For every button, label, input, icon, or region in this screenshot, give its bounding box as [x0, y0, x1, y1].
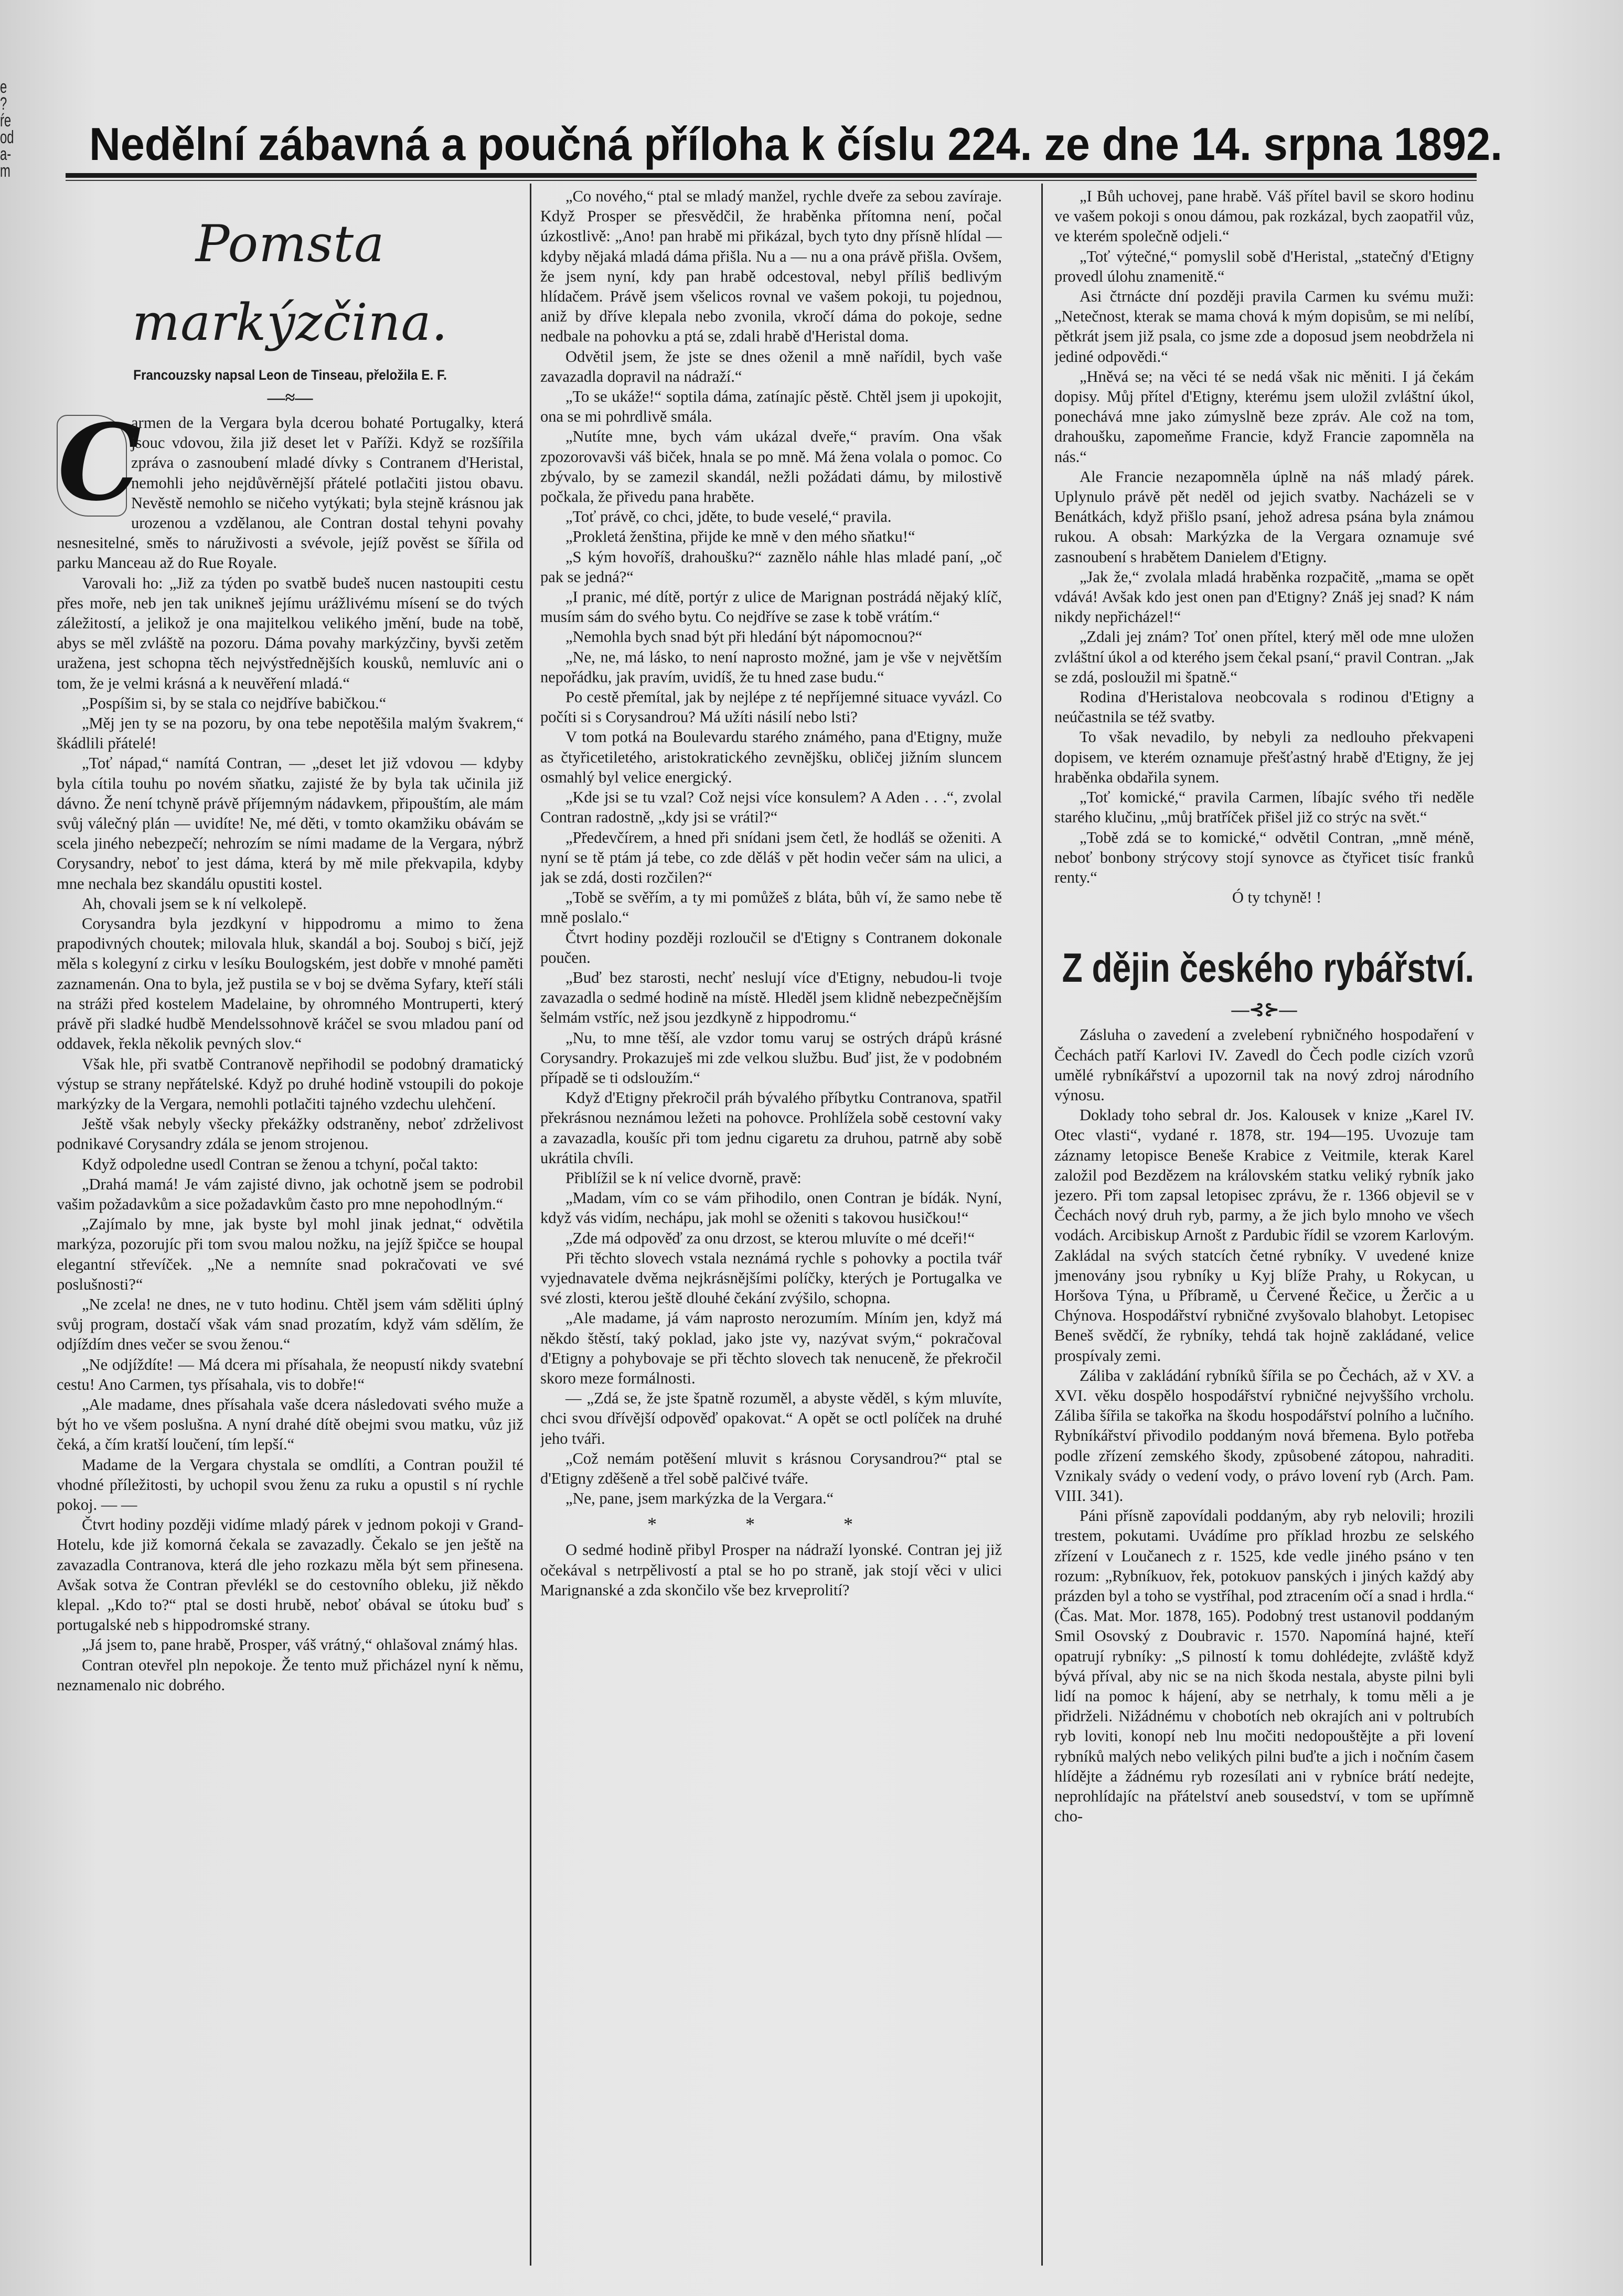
paragraph: „Toť komické,“ pravila Carmen, líbajíc svého tři neděle starého klučinu, „můj bratříček přišel již co strýc na svět.“: [1054, 788, 1474, 827]
story-ending: Ó ty tchyně! !: [1232, 888, 1322, 907]
header-rule-thin: [66, 180, 1477, 181]
paragraph: „Což nemám potěšení mluvit s krásnou Corysandrou?“ ptal se d'Etigny zděšeně a třel sobě palčivé tváře.: [540, 1449, 1002, 1487]
paragraph: Po cestě přemítal, jak by nejlépe z té nepříjemné situace vyvázl. Co počíti si s Corysandrou? Má užíti násilí nebo lsti?: [540, 688, 1002, 726]
paragraph: „S kým hovoříš, drahoušku?“ zaznělo náhle hlas mladé paní, „oč pak se jedná?“: [540, 548, 1002, 586]
paragraph: „Tobě se svěřím, a ty mi pomůžeš z bláta, bůh ví, že samo nebe tě mně poslalo.“: [540, 888, 1002, 927]
paragraph: „Předevčírem, a hned při snídani jsem četl, že hodláš se oženiti. A nyní se tě ptám já tebe, co zde děláš v pět hodin večer sám na ulici, a jak se zdá, dosti rozčilen?“: [540, 828, 1002, 886]
paragraph: armen de la Vergara byla dcerou bohaté Portugalky, která jsouc vdovou, žila již deset let v Paříži. Když se rozšířila zpráva o zasnoubení mladé dívky s Contranem d'Heristal, nemohli jeho nejdůvěrnější přátelé potlačiti jistou obavu. Nevěstě nemohlo se ničeho vytýkati; byla stejně krásnou jak urozenou a vzdělanou, ale Contran dostal tehyni povahy nesnesitelné, směs to náruživosti a svévole, jejíž pověst se šířila od parku Manceau až do Rue Royale.: [57, 414, 524, 572]
ornament-divider: —≈—: [267, 388, 313, 407]
paragraph: „Nu, to mne těší, ale vzdor tomu varuj se ostrých drápů krásné Corysandry. Prokazuješ mi zde velkou službu. Buď jist, že v podobném případě se ti odsloužím.“: [540, 1028, 1002, 1087]
paragraph: „Zde má odpověď za onu drzost, se kterou mluvíte o mé dceři!“: [565, 1229, 975, 1247]
paragraph: Když odpoledne usedl Contran se ženou a tchyní, počal takto:: [82, 1155, 478, 1173]
paragraph: Madame de la Vergara chystala se omdlíti, a Contran použil té vhodné příležitosti, by uchopil svou ženu za ruku a opustil s ní rychle pokoj. — —: [57, 1455, 524, 1514]
paragraph: Čtvrt hodiny později rozloučil se d'Etigny s Contranem dokonale poučen.: [540, 928, 1002, 967]
paragraph: Když d'Etigny překročil práh bývalého příbytku Contranova, spatřil překrásnou neznámou ležeti na pohovce. Prohlížela sobě cestovní vaky a zavazadla, koušíc při tom jednu cigaretu za druhou, patrně aby sobě ukrátila chvíli.: [540, 1089, 1002, 1167]
section-break-stars: * * *: [647, 1514, 895, 1535]
paragraph: „Pospíšim si, by se stala co nejdříve babičkou.“: [82, 694, 387, 712]
paragraph: Ah, chovali jsem se k ní velkolepě.: [82, 894, 307, 913]
paragraph: Záliba v zakládání rybníků šířila se po Čechách, až v XV. a XVI. věku dospělo hospodářství rybničné nejvyššího vrcholu. Záliba šířila se takořka na škodu hospodářství polního a lučního. Rybníkářství přivodilo poddaným nová břemena. Bylo potřeba podle zřízení zemského škody, způsobené zátopou, nahraditi. Vznikaly svády o vedení vody, o právo lovení ryb (Arch. Pam. VIII. 341).: [1054, 1366, 1474, 1505]
paragraph: „Ale madame, já vám naprosto nerozumím. Míním jen, když má někdo štěstí, taký poklad, jako jste vy, nazývat svým,“ pokračoval d'Etigny a pohybovaje se při těchto slovech tak nenuceně, že překročil skoro meze formálnosti.: [540, 1309, 1002, 1387]
paragraph: — „Zdá se, že jste špatně rozuměl, a abyste věděl, s kým mluvíte, chci svou dřívější odpověď opakovat.“ A opět se octl políček na druhé jeho tváři.: [540, 1389, 1002, 1447]
paragraph: „Zajímalo by mne, jak byste byl mohl jinak jednat,“ odvětila markýza, pozorujíc při tom svou malou nožku, na jejíž špičce se houpal elegantní střevíček. „Ne a nemníte snad pokračovati ve své poslušnosti?“: [57, 1215, 524, 1293]
paragraph: Contran otevřel pln nepokoje. Že tento muž přicházel nyní k němu, neznamenalo nic dobrého.: [57, 1656, 524, 1694]
paragraph: Ještě však nebyly všecky překážky odstraněny, neboť zdrželivost podnikavé Corysandry zdála se jenom strojenou.: [57, 1115, 524, 1153]
column-divider: [530, 184, 531, 2266]
header-rule: [66, 173, 1477, 178]
paragraph: „To se ukáže!“ soptila dáma, zatínajíc pěstě. Chtěl jsem ji upokojit, ona se mi pohrdlivě smála.: [540, 388, 1002, 426]
margin-fragments: [0, 79, 13, 179]
column-1: [57, 186, 524, 2263]
article-title: Z dějin českého rybářství.: [1062, 945, 1474, 991]
paragraph: „Co nového,“ ptal se mladý manžel, rychle dveře za sebou zavíraje. Když Prosper se přesvědčil, že hraběnka přítomna není, počal úzkostlivě: „Ano! pan hrabě mi přikázal, bych tyto dny přísně hlídal — kdyby nějaká mladá dáma přišla. Nu a — nu a ona právě přišla. Ovšem, že jsem nyní, kdy pan hrabě odcestoval, nebyl příliš bedlivým hlídačem. Právě jsem všelicos rovnal ve vašem pokoji, tu pojednou, aniž by dříve klepala nebo zvonila, vkročí dáma do pokoje, sedne nedbale na pohovku a ptá se, zdali hrabě d'Heristal doma.: [540, 187, 1002, 346]
paragraph: „Toť právě, co chci, jděte, to bude veselé,“ pravila.: [565, 508, 892, 526]
paragraph: To však nevadilo, by nebyli za nedlouho překvapeni dopisem, ve kterém oznamuje přešťastný hrabě d'Etigny, že jej hraběnka obdařila synem.: [1054, 728, 1474, 786]
margin-fragment: ?: [0, 94, 7, 114]
paragraph: Odvětil jsem, že jste se dnes oženil a mně nařídil, bych vaše zavazadla dopravil na nádraží.“: [540, 347, 1002, 385]
story-byline: Francouzsky napsal Leon de Tinseau, přeložila E. F.: [133, 367, 447, 383]
paragraph: „Drahá mamá! Je vám zajisté divno, jak ochotně jsem se podrobil vašim požadavkům a sice požadavkům často pro mne nepohodlným.“: [57, 1175, 524, 1213]
paragraph: „Toť výtečné,“ pomyslil sobě d'Heristal, „statečný d'Etigny provedl úlohu znamenitě.“: [1054, 247, 1474, 285]
paragraph: Zásluha o zavedení a zvelebení rybničného hospodaření v Čechách patří Karlovi IV. Zavedl do Čech podle cizích vzorů umělé rybníkářství a upozornil tak na nový zdroj národního výnosu.: [1054, 1026, 1474, 1104]
paragraph: „Kde jsi se tu vzal? Což nejsi více konsulem? A Aden . . .“, zvolal Contran radostně, „kdy jsi se vrátil?“: [540, 788, 1002, 827]
paragraph: Varovali ho: „Již za týden po svatbě budeš nucen nastoupiti cestu přes moře, neb jen tak unikneš jejímu urážlivému mísení se do tvých záležitostí, a jelikož je ona majitelkou velikého jmění, bude na tobě, abys se měl zvláště na pozoru. Dáma povahy markýzčiny, byvši zetěm uražena, jest schopna těch nejvýstřednějších kousků, nemluvíc ani o tom, že je velmi krásná a k neuvěření mladá.“: [57, 574, 524, 692]
paragraph: O sedmé hodině přibyl Prosper na nádraží lyonské. Contran jej již očekával s netrpělivostí a ptal se ho po straně, jak stojí věci v ulici Marignanské a zda skončilo vše bez krveprolití?: [540, 1541, 1002, 1599]
paragraph: Ale Francie nezapomněla úplně na náš mladý párek. Uplynulo právě pět neděl od jejich svatby. Nacházeli se v Benátkách, když přišlo psaní, jehož adresa psána byla známou rukou. A obsah: Markýzka de la Vergara oznamuje své zasnoubení s hrabětem Danielem d'Etigny.: [1054, 467, 1474, 566]
ornament-divider: —⊰⊱—: [1231, 1000, 1297, 1020]
margin-fragment: od: [0, 127, 14, 147]
paragraph: „Měj jen ty se na pozoru, by ona tebe nepotěšila malým švakrem,“ škádlili přátelé!: [57, 714, 524, 753]
margin-fragment: a-: [0, 144, 12, 164]
paragraph: „Prokletá ženština, přijde ke mně v den mého sňatku!“: [565, 528, 915, 546]
column-3: [1054, 186, 1474, 2263]
paragraph: „Ne, ne, má lásko, to není naprosto možné, jam je vše v největším nepořádku, jak pravím, uvidíš, že tu hned zase budu.“: [540, 648, 1002, 686]
paragraph: „I pranic, mé dítě, portýr z ulice de Marignan postrádá nějaký klíč, musím sám do svého bytu. Co nejdříve se zase k tobě vrátím.“: [540, 588, 1002, 626]
paragraph: Rodina d'Heristalova neobcovala s rodinou d'Etigny a neúčastnila se též svatby.: [1054, 688, 1474, 726]
paragraph: Však hle, při svatbě Contranově nepřihodil se podobný dramatický výstup se strany nepřátelské. Když po druhé hodině vstoupili do pokoje markýzky de la Vergara, nemohli potlačiti tajného vzdechu ulehčení.: [57, 1055, 524, 1113]
paragraph: „Ale madame, dnes přísahala vaše dcera následovati svého muže a být ho ve všem poslušna. A nyní drahé dítě obejmi svou matku, vůz již čeká, a čím kratší loučení, tím lepší.“: [57, 1395, 524, 1454]
paragraph: „Toť nápad,“ namítá Contran, — „deset let již vdovou — kdyby byla cítila touhu po novém sňatku, zajisté že by byla tak učinila již dávno. Že není tchyně právě příjemným nádavkem, připouštím, ale mám svůj válečný plán — uvidíte! Ne, mé děti, v tomto okamžiku obávám se scela jiného nebezpečí; nehrozím se ními madame de la Vergara, nýbrž Corysandry, neboť to jest dáma, která by mě mile překvapila, kdyby mne nechala bez skandálu opustiti kostel.: [57, 754, 524, 893]
paragraph: Páni přísně zapovídali poddaným, aby ryb nelovili; hrozili trestem, pokutami. Uvádíme pro příklad hrozbu ze selského zřízení v Loučanech z r. 1525, kde vedle jiného psáno v ten rozum: „Rybníkuov, řek, potokuov panských i jiných každý aby prázden byl a toho se vystříhal, pod ztracením očí a snad i hrdla.“ (Čas. Mat. Mor. 1878, 165). Podobný trest ustanovil poddaným Smil Osovský z Doubravic r. 1570. Napomíná hajné, kteří opatrují rybníky: „S pilností k tomu dohlédejte, zvláště když bývá příval, aby nic se na nich škoda nestala, abyste pilni byli lidí na pomoc k hájení, aby se netrhaly, k tomu měli a je přidrželi. Nižádnému v chobotích neb okrajích ani v poltrubích ryb loviti, konopí neb lnu močiti nedopouštějte a při lovení rybníků malých nebo velikých pilni buďte a jich i nočním časem hlídějte a žádnému ryb rozesílati ani v rybníce brátí nedejte, neprohlídajíc na přátelství aneb sousedství, v tom se upřímně cho-: [1054, 1507, 1474, 1826]
paragraph: „Ne zcela! ne dnes, ne v tuto hodinu. Chtěl jsem vám sděliti úplný svůj program, dostačí však vám snad prozatím, když vám sdělím, že odjíždím dnes večer se svou ženou.“: [57, 1295, 524, 1354]
column-divider: [1041, 184, 1043, 2266]
margin-fragment: ŕe: [0, 111, 12, 131]
paragraph: „Nutíte mne, bych vám ukázal dveře,“ pravím. Ona však zpozorovavši váš biček, hnala se po mně. Má žena volala o pomoc. Co zbývalo, by se zamezil skandál, nežli požádati dámu, by milostivě počkala, že přivedu pana hraběte.: [540, 427, 1002, 506]
margin-fragment: m: [0, 161, 10, 181]
paragraph: Corysandra byla jezdkyní v hippodromu a mimo to žena prapodivných choutek; milovala hluk, skandál a boj. Souboj s bičí, jejž měla s kolegyní z cirku v lesíku Boulogském, jest dobře v mnohé paměti zaznamenán. Ona to byla, jež pustila se v boj se dvěma Syfary, kteří stáli na stráži před kostelem Madelaine, by ohromného Montruperti, který právě při sladké hudbě Mendelssohnově kráčel se svou mladou paní od oddavek, řekla několik pevných slov.“: [57, 915, 524, 1053]
paragraph: Přiblížil se k ní velice dvorně, pravě:: [565, 1168, 802, 1187]
paragraph: „Tobě zdá se to komické,“ odvětil Contran, „mně méně, neboť bonbony strýcovy stojí synovce as čtyřicet tisíc franků renty.“: [1054, 828, 1474, 886]
paragraph: Při těchto slovech vstala neznámá rychle s pohovky a poctila tvář vyjednavatele dvěma nejkrásnějšími políčky, kterých je Portugalka ve své zlosti, kterou ještě dlouhé čekání zvýšilo, schopna.: [540, 1249, 1002, 1307]
paragraph: „Madam, vím co se vám přihodilo, onen Contran je bídák. Nyní, když vás vidím, nechápu, jak mohl se oženiti s takovou husičkou!“: [540, 1189, 1002, 1227]
page-header: Nedělní zábavná a poučná příloha k číslu 224. ze dne 14. srpna 1892.: [89, 118, 1503, 170]
paragraph: „I Bůh uchovej, pane hrabě. Váš přítel bavil se skoro hodinu ve vašem pokoji s onou dámou, pak rozkázal, bych zaopatřil vůz, ve kterém společně odjeli.“: [1054, 187, 1474, 245]
margin-fragment: e: [0, 77, 7, 97]
paragraph: Doklady toho sebral dr. Jos. Kalousek v knize „Karel IV. Otec vlasti“, vydané r. 1878, str. 194—195. Uvozuje tam záznamy letopisce Beneše Krabice z Veitmile, kterak Karel založil pod Bezdězem na královském statku veliký rybník jako jezero. Při tom zapsal letopisec zprávu, že r. 1366 objevil se v Čechách nový druh ryb, parmy, a že jich bylo mnoho ve všech vodách. Arcibiskup Arnošt z Pardubic řídil se vzorem Karlovým. Zakládal na svých statcích četné rybníky. V uvedené knize jmenovány jsou rybníky u Kyj blíže Prahy, u Rokycan, u Horšova Týna, u Příbramě, u Červené Řečice, u Žerčic a u Chýnova. Hospodářství rybničné zvyšovalo blahobyt. Letopisec Beneš svědčí, že rybníky, tehdá tak hojně zakládané, velice prospívaly zemi.: [1054, 1106, 1474, 1365]
paragraph: „Zdali jej znám? Toť onen přítel, který měl ode mne uložen zvláštní úkol a od kterého jsem čekal psaní,“ pravil Contran. „Jak se zdá, posloužil mi špatně.“: [1054, 628, 1474, 686]
column-2: [540, 186, 1002, 2263]
paragraph: V tom potká na Boulevardu starého známého, pana d'Etigny, muže as čtyřicetiletého, aristokratického zevnějšku, obličej jižním sluncem osmahlý byl velice energický.: [540, 728, 1002, 786]
paragraph: Čtvrt hodiny později vidíme mladý párek v jednom pokoji v Grand-Hotelu, kde již komorná čekala se zavazadly. Čekalo se jen ještě na zavazadla Contranova, která dle jeho rozkazu měla být sem přinesena. Avšak sotva že Contran převlékl se do cestovního obleku, již někdo klepal. „Kdo to?“ ptal se dosti hrubě, neboť obával se útoku buď s portugalské neb s hippodromské strany.: [57, 1516, 524, 1634]
paragraph: Asi čtrnácte dní později pravila Carmen ku svému muži: „Netečnost, kterak se mama chová k mým dopisům, se mi nelíbí, pětkrát jsem již psala, co jsme zde a doposud jsem neobdržela ni jediné odpovědi.“: [1054, 287, 1474, 366]
paragraph: „Ne, pane, jsem markýzka de la Vergara.“: [565, 1489, 834, 1508]
paragraph: „Ne odjíždíte! — Má dcera mi přísahala, že neopustí nikdy svatební cestu! Ano Carmen, tys přísahala, vis to dobře!“: [57, 1355, 524, 1393]
paragraph: „Já jsem to, pane hrabě, Prosper, váš vrátný,“ ohlašoval známý hlas.: [82, 1636, 518, 1654]
paragraph: „Hněvá se; na věci té se nedá však nic měniti. I já čekám dopisy. Můj přítel d'Etigny, kterému jsem uložil zvláštní úkol, ponechává mne jako zúmyslně beze zpráv. Ale což na tom, drahoušku, zapomeňme Francie, když Francie zapomněla na nás.“: [1054, 367, 1474, 466]
paragraph: „Jak že,“ zvolala mladá hraběnka rozpačitě, „mama se opět vdává! Avšak kdo jest onen pan d'Etigny? Znáš jej snad? K nám nikdy nepřicházel!“: [1054, 567, 1474, 626]
story-title: Pomsta markýzčina.: [132, 214, 449, 352]
paragraph: „Buď bez starosti, nechť neslují více d'Etigny, nebudou-li tvoje zavazadla o sedmé hodině na místě. Hleděl jsem klidně nebezpečnějším šelmám vstříc, než jsou jezdkyně z hippodromu.“: [540, 968, 1002, 1027]
drop-cap: C: [58, 401, 142, 524]
paragraph: „Nemohla bych snad být při hledání být nápomocnou?“: [565, 628, 923, 646]
